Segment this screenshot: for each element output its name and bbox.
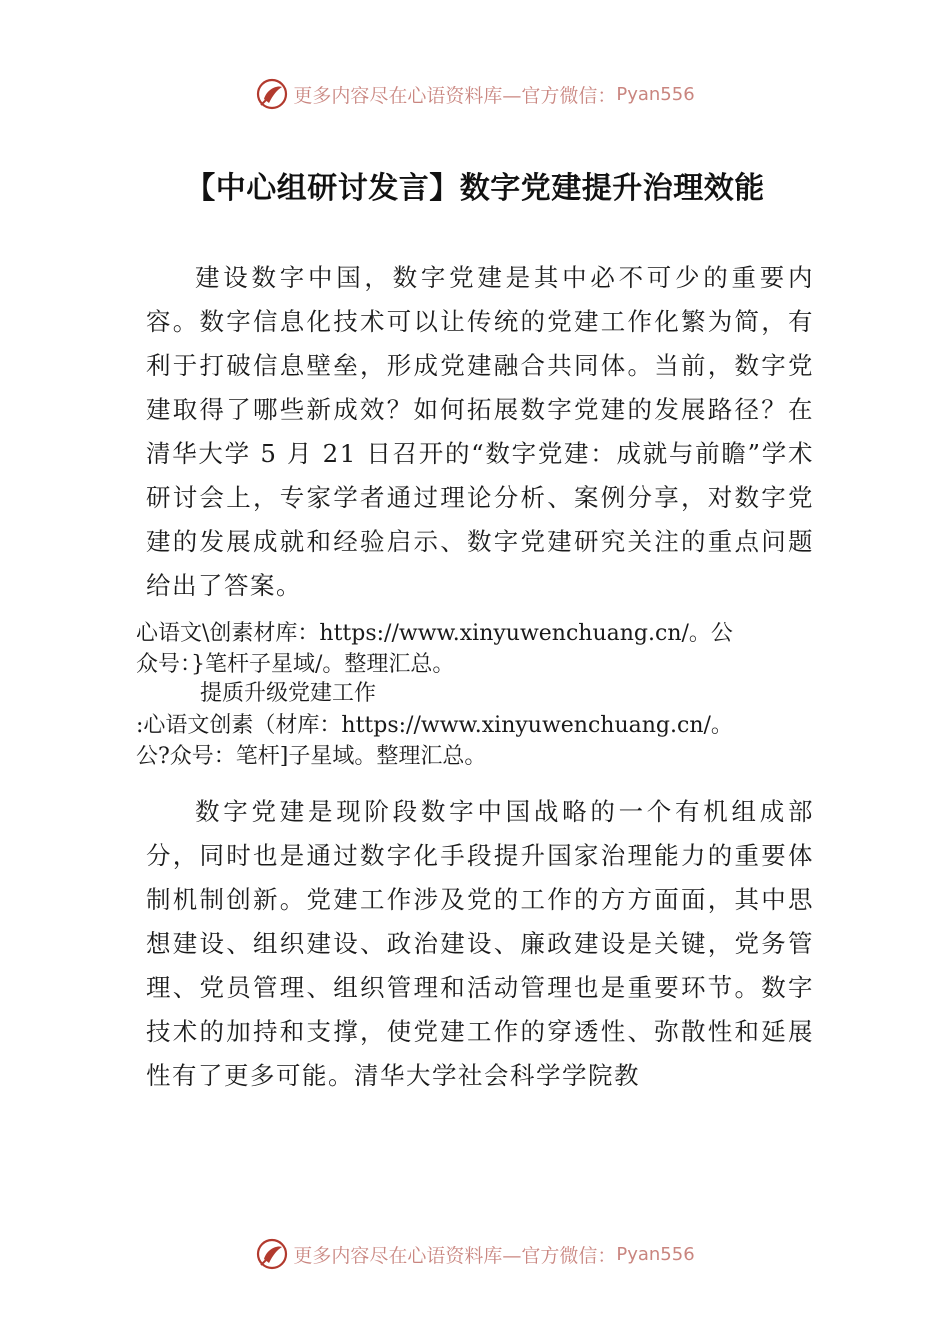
- header-watermark: [0, 74, 950, 114]
- source-note-2-line-1: :心语文创素（材库：https://www.xinyuwenchuang.cn/。: [136, 713, 733, 738]
- rose-logo-icon: [255, 77, 289, 111]
- footer-watermark: [0, 1234, 950, 1274]
- source-note-2: [136, 710, 836, 772]
- paragraph-body: 数字党建是现阶段数字中国战略的一个有机组成部分，同时也是通过数字化手段提升国家治理能力的重要体制机制创新。党建工作涉及党的工作的方方面面，其中思想建设、组织建设、政治建设、廉政建设是关键，党务管理、党员管理、组织管理和活动管理也是重要环节。数字技术的加持和支撑，使党建工作的穿透性、弥散性和延展性有了更多可能。清华大学社会科学学院教: [146, 797, 814, 1090]
- watermark-text: 更多内容尽在心语资料库—官方微信：: [293, 84, 617, 107]
- watermark-account: Pyan556: [616, 83, 695, 105]
- document-title: 【中心组研讨发言】数字党建提升治理效能: [185, 171, 765, 206]
- source-note-2-line-2: 公?众号：笔杆]子星域。整理汇总。: [136, 744, 487, 769]
- paragraph-intro: 建设数字中国，数字党建是其中必不可少的重要内容。数字信息化技术可以让传统的党建工作化繁为简，有利于打破信息壁垒，形成党建融合共同体。当前，数字党建取得了哪些新成效？如何拓展数字党建的发展路径？在清华大学 5 月 21 日召开的“数字党建：成就与前瞻”学术研讨会上，专家学者通过理论分析、案例分享，对数字党建的发展成就和经验启示、数字党建研究关注的重点问题给出了答案。: [146, 263, 814, 600]
- source-note-1-line-2: 众号：}笔杆子星域/。整理汇总。: [136, 652, 455, 677]
- watermark-account: Pyan556: [616, 1243, 695, 1265]
- watermark-text: 更多内容尽在心语资料库—官方微信：: [293, 1244, 617, 1267]
- source-note-1: [136, 618, 836, 680]
- rose-logo-icon: [255, 1237, 289, 1271]
- section-subheading: 提质升级党建工作: [200, 681, 377, 706]
- source-note-1-line-1: 心语文\创素材库：https://www.xinyuwenchuang.cn/。公: [136, 621, 733, 646]
